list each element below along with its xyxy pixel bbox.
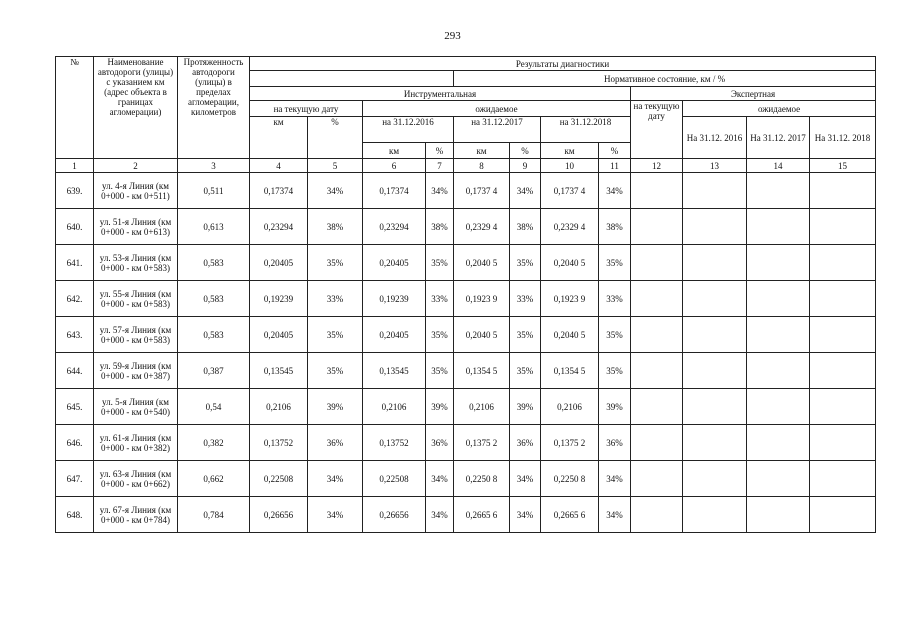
expert-cell — [810, 281, 876, 317]
expert-cell — [810, 497, 876, 533]
column-number: 10 — [541, 159, 599, 173]
expert-cell — [810, 317, 876, 353]
pct-2016: 35% — [426, 353, 454, 389]
header-instrumental: Инструментальная — [250, 87, 631, 101]
column-number: 9 — [510, 159, 541, 173]
road-name: ул. 4-я Линия (км 0+000 - км 0+511) — [94, 173, 178, 209]
expert-cell — [683, 425, 747, 461]
expert-cell — [683, 173, 747, 209]
column-number: 3 — [178, 159, 250, 173]
diagnostics-table — [55, 56, 876, 533]
table-row — [56, 209, 876, 245]
header-no: № — [56, 57, 94, 159]
km-2016: 0,17374 — [363, 173, 426, 209]
current-pct: 35% — [308, 245, 363, 281]
expert-cell — [631, 281, 683, 317]
expert-cell — [631, 353, 683, 389]
current-km: 0,17374 — [250, 173, 308, 209]
km-2016: 0,13752 — [363, 425, 426, 461]
current-km: 0,23294 — [250, 209, 308, 245]
expert-cell — [683, 245, 747, 281]
road-name: ул. 67-я Линия (км 0+000 - км 0+784) — [94, 497, 178, 533]
pct-2018: 33% — [599, 281, 631, 317]
road-length: 0,583 — [178, 317, 250, 353]
column-number: 4 — [250, 159, 308, 173]
km-2017: 0,2665 6 — [454, 497, 510, 533]
header-pct-2017: % — [510, 143, 541, 159]
pct-2017: 39% — [510, 389, 541, 425]
expert-cell — [810, 461, 876, 497]
expert-cell — [747, 389, 810, 425]
road-length: 0,662 — [178, 461, 250, 497]
km-2017: 0,1375 2 — [454, 425, 510, 461]
table-row — [56, 389, 876, 425]
header-pct-2016: % — [426, 143, 454, 159]
km-2018: 0,2250 8 — [541, 461, 599, 497]
km-2017: 0,2040 5 — [454, 317, 510, 353]
expert-cell — [747, 173, 810, 209]
header-expert-2018: На 31.12. 2018 — [810, 117, 876, 159]
header-normative: Нормативное состояние, км / % — [454, 71, 876, 87]
current-km: 0,2106 — [250, 389, 308, 425]
current-pct: 35% — [308, 317, 363, 353]
current-km: 0,19239 — [250, 281, 308, 317]
pct-2017: 35% — [510, 353, 541, 389]
current-pct: 35% — [308, 353, 363, 389]
pct-2017: 35% — [510, 245, 541, 281]
expert-cell — [810, 389, 876, 425]
expert-cell — [747, 497, 810, 533]
road-name: ул. 63-я Линия (км 0+000 - км 0+662) — [94, 461, 178, 497]
header-expert-expected: ожидаемое — [683, 101, 876, 117]
current-pct: 34% — [308, 173, 363, 209]
road-name: ул. 55-я Линия (км 0+000 - км 0+583) — [94, 281, 178, 317]
road-name: ул. 61-я Линия (км 0+000 - км 0+382) — [94, 425, 178, 461]
header-2016: на 31.12.2016 — [363, 117, 454, 143]
pct-2017: 34% — [510, 461, 541, 497]
pct-2017: 34% — [510, 497, 541, 533]
column-number: 1 — [56, 159, 94, 173]
km-2018: 0,1923 9 — [541, 281, 599, 317]
column-number: 14 — [747, 159, 810, 173]
column-number: 12 — [631, 159, 683, 173]
pct-2016: 36% — [426, 425, 454, 461]
expert-cell — [631, 425, 683, 461]
expert-cell — [683, 461, 747, 497]
pct-2016: 35% — [426, 245, 454, 281]
row-number: 648. — [56, 497, 94, 533]
pct-2016: 39% — [426, 389, 454, 425]
current-km: 0,13545 — [250, 353, 308, 389]
header-expected: ожидаемое — [363, 101, 631, 117]
current-pct: 33% — [308, 281, 363, 317]
table-row — [56, 245, 876, 281]
pct-2016: 38% — [426, 209, 454, 245]
pct-2018: 35% — [599, 245, 631, 281]
pct-2017: 36% — [510, 425, 541, 461]
expert-cell — [683, 317, 747, 353]
header-results: Результаты диагностики — [250, 57, 876, 71]
km-2017: 0,1354 5 — [454, 353, 510, 389]
column-numbers-row — [56, 159, 876, 173]
header-length: Протяженность автодороги (улицы) в пределах агломерации, километров — [178, 57, 250, 159]
expert-cell — [683, 209, 747, 245]
expert-cell — [631, 245, 683, 281]
expert-cell — [747, 209, 810, 245]
pct-2017: 34% — [510, 173, 541, 209]
pct-2016: 34% — [426, 497, 454, 533]
expert-cell — [810, 173, 876, 209]
pct-2018: 35% — [599, 353, 631, 389]
header-expert-current: на текущую дату — [631, 101, 683, 159]
column-number: 6 — [363, 159, 426, 173]
km-2016: 0,20405 — [363, 245, 426, 281]
km-2016: 0,26656 — [363, 497, 426, 533]
page-number: 293 — [444, 30, 461, 42]
expert-cell — [810, 245, 876, 281]
pct-2018: 34% — [599, 461, 631, 497]
header-expert-2017: На 31.12. 2017 — [747, 117, 810, 159]
row-number: 646. — [56, 425, 94, 461]
road-name: ул. 57-я Линия (км 0+000 - км 0+583) — [94, 317, 178, 353]
km-2016: 0,2106 — [363, 389, 426, 425]
road-name: ул. 5-я Линия (км 0+000 - км 0+540) — [94, 389, 178, 425]
road-name: ул. 51-я Линия (км 0+000 - км 0+613) — [94, 209, 178, 245]
table-row — [56, 425, 876, 461]
expert-cell — [747, 461, 810, 497]
expert-cell — [747, 353, 810, 389]
table-row — [56, 461, 876, 497]
km-2016: 0,13545 — [363, 353, 426, 389]
column-number: 13 — [683, 159, 747, 173]
current-km: 0,26656 — [250, 497, 308, 533]
column-number: 5 — [308, 159, 363, 173]
row-number: 639. — [56, 173, 94, 209]
expert-cell — [747, 245, 810, 281]
column-number: 15 — [810, 159, 876, 173]
header-expert-2016: На 31.12. 2016 — [683, 117, 747, 159]
road-length: 0,583 — [178, 281, 250, 317]
km-2018: 0,2040 5 — [541, 317, 599, 353]
road-length: 0,387 — [178, 353, 250, 389]
km-2016: 0,22508 — [363, 461, 426, 497]
km-2017: 0,2329 4 — [454, 209, 510, 245]
expert-cell — [631, 461, 683, 497]
road-length: 0,382 — [178, 425, 250, 461]
current-km: 0,22508 — [250, 461, 308, 497]
current-pct: 34% — [308, 461, 363, 497]
row-number: 647. — [56, 461, 94, 497]
pct-2016: 34% — [426, 173, 454, 209]
current-pct: 36% — [308, 425, 363, 461]
km-2016: 0,20405 — [363, 317, 426, 353]
header-km-2016: км — [363, 143, 426, 159]
road-length: 0,583 — [178, 245, 250, 281]
pct-2018: 34% — [599, 497, 631, 533]
km-2018: 0,1354 5 — [541, 353, 599, 389]
header-2017: на 31.12.2017 — [454, 117, 541, 143]
km-2017: 0,1737 4 — [454, 173, 510, 209]
table-row — [56, 317, 876, 353]
expert-cell — [747, 281, 810, 317]
expert-cell — [810, 209, 876, 245]
road-length: 0,784 — [178, 497, 250, 533]
km-2017: 0,1923 9 — [454, 281, 510, 317]
km-2017: 0,2250 8 — [454, 461, 510, 497]
current-pct: 34% — [308, 497, 363, 533]
header-expert: Экспертная — [631, 87, 876, 101]
pct-2018: 38% — [599, 209, 631, 245]
row-number: 645. — [56, 389, 94, 425]
pct-2018: 34% — [599, 173, 631, 209]
expert-cell — [810, 353, 876, 389]
row-number: 642. — [56, 281, 94, 317]
row-number: 643. — [56, 317, 94, 353]
row-number: 641. — [56, 245, 94, 281]
km-2018: 0,2106 — [541, 389, 599, 425]
pct-2018: 36% — [599, 425, 631, 461]
header-pct-2018: % — [599, 143, 631, 159]
road-length: 0,54 — [178, 389, 250, 425]
table-row — [56, 281, 876, 317]
header-2018: на 31.12.2018 — [541, 117, 631, 143]
pct-2017: 35% — [510, 317, 541, 353]
pct-2018: 39% — [599, 389, 631, 425]
expert-cell — [683, 389, 747, 425]
expert-cell — [631, 389, 683, 425]
expert-cell — [631, 497, 683, 533]
km-2018: 0,2040 5 — [541, 245, 599, 281]
header-road-name: Наименование автодороги (улицы) с указанием км (адрес объекта в границах агломерации) — [94, 57, 178, 159]
road-name: ул. 59-я Линия (км 0+000 - км 0+387) — [94, 353, 178, 389]
expert-cell — [631, 173, 683, 209]
row-number: 644. — [56, 353, 94, 389]
table-row — [56, 497, 876, 533]
km-2018: 0,2329 4 — [541, 209, 599, 245]
column-number: 2 — [94, 159, 178, 173]
header-pct: % — [308, 117, 363, 159]
road-length: 0,613 — [178, 209, 250, 245]
row-number: 640. — [56, 209, 94, 245]
header-km-2017: км — [454, 143, 510, 159]
km-2018: 0,1375 2 — [541, 425, 599, 461]
expert-cell — [810, 425, 876, 461]
km-2017: 0,2040 5 — [454, 245, 510, 281]
expert-cell — [631, 209, 683, 245]
expert-cell — [747, 425, 810, 461]
km-2018: 0,2665 6 — [541, 497, 599, 533]
current-km: 0,13752 — [250, 425, 308, 461]
column-number: 8 — [454, 159, 510, 173]
current-pct: 38% — [308, 209, 363, 245]
road-length: 0,511 — [178, 173, 250, 209]
current-km: 0,20405 — [250, 317, 308, 353]
km-2017: 0,2106 — [454, 389, 510, 425]
header-current-date: на текущую дату — [250, 101, 363, 117]
pct-2017: 33% — [510, 281, 541, 317]
current-pct: 39% — [308, 389, 363, 425]
column-number: 11 — [599, 159, 631, 173]
expert-cell — [683, 353, 747, 389]
road-name: ул. 53-я Линия (км 0+000 - км 0+583) — [94, 245, 178, 281]
column-number: 7 — [426, 159, 454, 173]
table-row — [56, 173, 876, 209]
pct-2016: 33% — [426, 281, 454, 317]
km-2016: 0,23294 — [363, 209, 426, 245]
pct-2017: 38% — [510, 209, 541, 245]
table-row — [56, 353, 876, 389]
current-km: 0,20405 — [250, 245, 308, 281]
pct-2016: 35% — [426, 317, 454, 353]
header-km: км — [250, 117, 308, 159]
km-2016: 0,19239 — [363, 281, 426, 317]
header-km-2018: км — [541, 143, 599, 159]
pct-2018: 35% — [599, 317, 631, 353]
expert-cell — [747, 317, 810, 353]
pct-2016: 34% — [426, 461, 454, 497]
expert-cell — [683, 281, 747, 317]
expert-cell — [631, 317, 683, 353]
expert-cell — [683, 497, 747, 533]
km-2018: 0,1737 4 — [541, 173, 599, 209]
